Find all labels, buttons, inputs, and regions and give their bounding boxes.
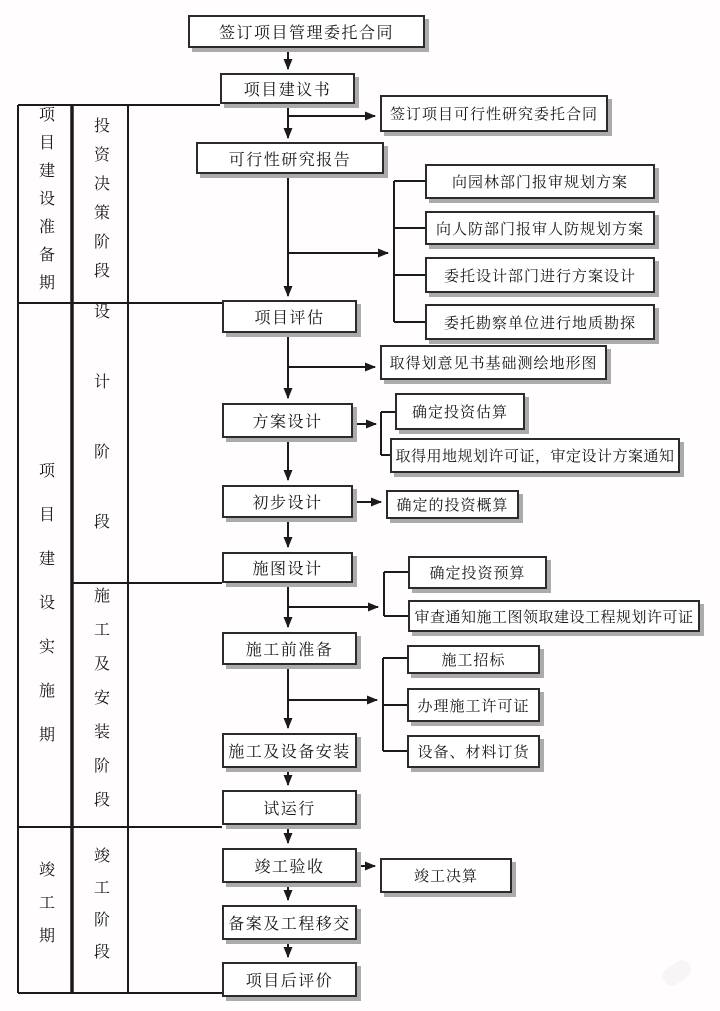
node-investment-budget-estimate: 确定的投资概算 (386, 490, 519, 519)
node-obtain-opinion-topographic-map: 取得划意见书基础测绘地形图 (380, 345, 607, 380)
node-equipment-material-ordering: 设备、材料订货 (407, 735, 540, 768)
phase-period-completion: 竣工期 (36, 861, 54, 960)
stage-investment-decision: 投资决策阶段 (91, 117, 109, 291)
node-project-evaluation: 项目评估 (222, 300, 357, 333)
node-report-civil-defense-dept: 向人防部门报审人防规划方案 (425, 211, 655, 245)
node-sign-management-contract: 签订项目管理委托合同 (188, 15, 425, 48)
node-scheme-design: 方案设计 (222, 403, 353, 438)
node-project-proposal: 项目建议书 (220, 73, 355, 104)
node-pre-construction-preparation: 施工前准备 (222, 632, 357, 665)
node-report-landscape-dept: 向园林部门报审规划方案 (425, 164, 655, 199)
node-construction-equipment-installation: 施工及设备安装 (222, 733, 357, 768)
node-feasibility-study-report: 可行性研究报告 (196, 142, 384, 174)
node-entrust-survey-unit: 委托勘察单位进行地质勘探 (425, 304, 655, 340)
node-completion-settlement: 竣工决算 (380, 858, 512, 893)
node-construction-permit: 办理施工许可证 (407, 688, 540, 722)
stage-construction-installation: 施工及安装阶段 (91, 586, 109, 825)
stage-completion: 竣工阶段 (91, 846, 109, 975)
node-investment-budget: 确定投资预算 (408, 556, 547, 589)
node-filing-and-handover: 备案及工程移交 (222, 905, 357, 940)
node-construction-drawing-design: 施图设计 (222, 552, 353, 583)
phase-period-preparation: 项目建设准备期 (36, 106, 54, 302)
node-entrust-design-dept: 委托设计部门进行方案设计 (425, 257, 655, 293)
node-sign-feasibility-contract: 签订项目可行性研究委托合同 (380, 95, 608, 132)
node-completion-acceptance: 竣工验收 (222, 848, 357, 883)
node-land-planning-permit-notice: 取得用地规划许可证，审定设计方案通知 (390, 438, 680, 473)
node-construction-bidding: 施工招标 (407, 645, 540, 674)
node-investment-estimate: 确定投资估算 (395, 393, 525, 430)
node-preliminary-design: 初步设计 (222, 485, 353, 518)
stage-design: 设计阶段 (91, 303, 109, 583)
node-review-construction-planning-permit: 审查通知施工图领取建设工程规划许可证 (408, 600, 700, 632)
phase-period-implementation: 项目建设实施期 (36, 461, 54, 770)
node-post-project-evaluation: 项目后评价 (222, 962, 357, 997)
node-trial-run: 试运行 (222, 790, 357, 825)
